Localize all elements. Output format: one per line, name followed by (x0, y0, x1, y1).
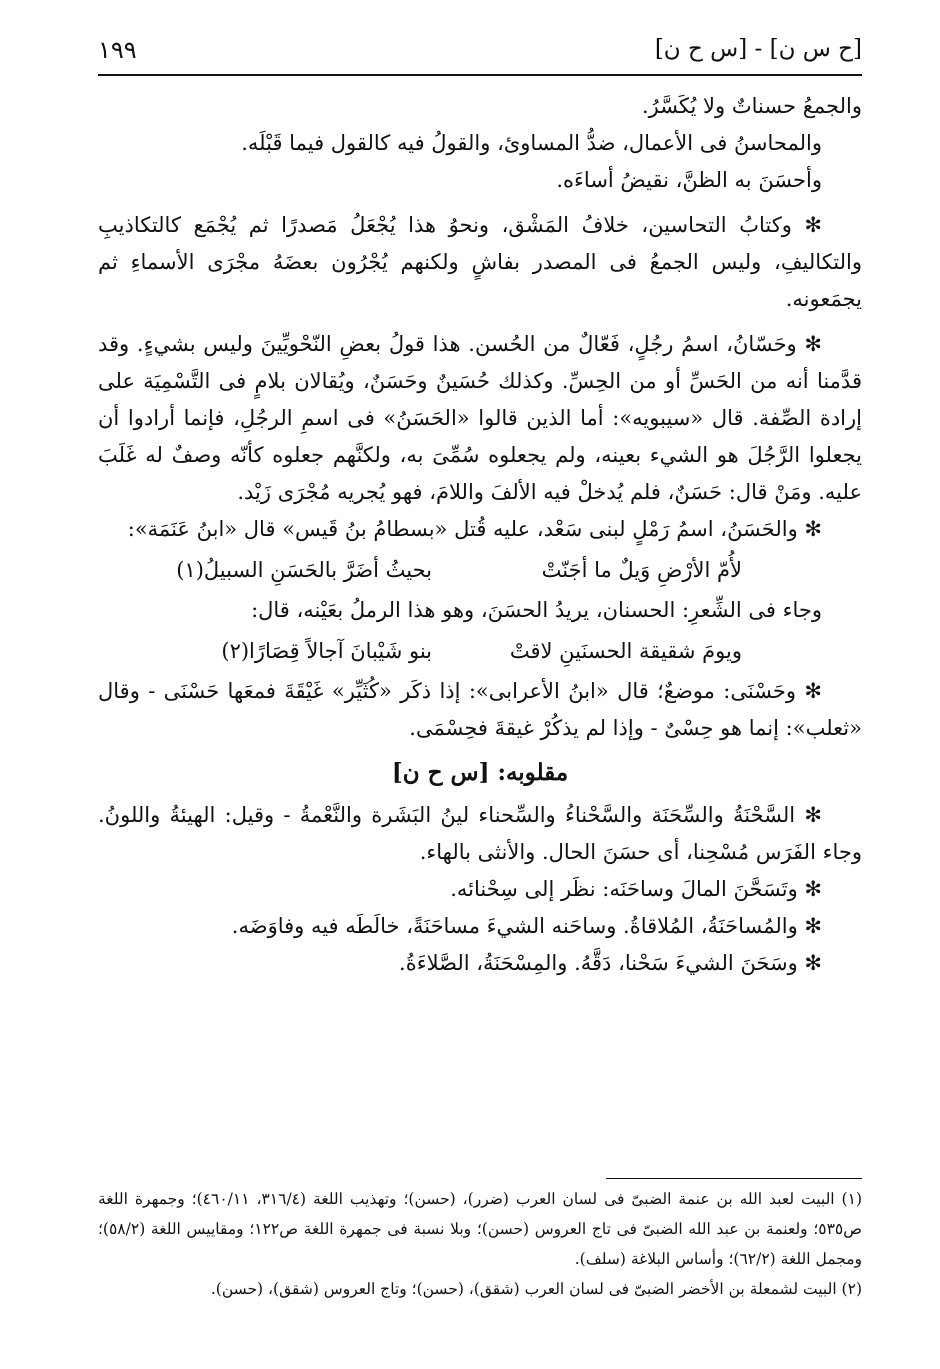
main-text (98, 88, 862, 982)
page-number: ١٩٩ (98, 36, 137, 64)
footnotes (98, 1184, 862, 1304)
root-label: [ح س ن] - [س ح ن] (654, 36, 862, 62)
section-heading: مقلوبه: [س ح ن] (391, 759, 569, 786)
header-rule (98, 74, 862, 76)
entry-paragraph: ✻ وكتابُ التحاسين، خلافُ المَشْق، ونحوُ هذا يُجْعَلُ مَصدرًا ثم يُجْمَع كالتكاذيبِ والتكاليفِ، وليس الجمعُ فى المصدر بفاشٍ ولكنهم يُجْرُون بعضَهُ مجْرَى الأسماءِ ثم يجمَعونه. (98, 213, 862, 311)
paragraph: والجمعُ حسناتٌ ولا يُكَسَّرُ. (641, 94, 862, 118)
entry-paragraph: ✻ وتَسَحَّنَ المالَ وساحَنَه: نظَر إلى سِحْنائه. (450, 877, 822, 901)
entry-paragraph: ✻ وحَسّانُ، اسمُ رجُلٍ، فَعّالٌ من الحُسن. هذا قولُ بعضِ النّحْويِّينَ وليس بشيءٍ. وقد قدَّمنا أنه من الحَسِّ أو من الحِسِّ. وكذلك حُسَينٌ وحَسَنٌ، ويُقالان بلامٍ فى التَّسْمِيَة على إرادة الصِّفة. قال «سيبويه»: أما الذين قالوا «الحَسَنُ» فى اسمِ الرجُلِ، فإنما أرادوا أن يجعلوا الرَّجُلَ هو الشيء بعينه، ولم يجعلوه سُمِّىَ به، ولكنَّهم جعلوه كأنّه وصفٌ له غَلَبَ عليه. ومَنْ قال: حَسَنٌ، فلم يُدخلْ فيه الألفَ واللامَ، فهو يُجريه مُجْرَى زَيْد. (98, 332, 862, 504)
verse-hemistich-second: بحيثُ أضَرَّ بالحَسَنِ السبيلُ(١) (176, 558, 432, 582)
footnote: (١) البيت لعبد الله بن عنمة الضبىّ فى لسان العرب (ضرر)، (حسن)؛ وتهذيب اللغة (٣١٦/٤، ٤٦٠/١١)؛ وجمهرة اللغة ص٥٣٥؛ ولعنمة بن عبد الله الضبىّ فى تاج العروس (حسن)؛ وبلا نسبة فى جمهرة اللغة ص١٢٢؛ ومقاييس اللغة (٥٨/٢)؛ ومجمل اللغة (٦٢/٢)؛ وأساس البلاغة (سلف). (98, 1190, 863, 1268)
verse-line (98, 548, 862, 592)
entry-paragraph: ✻ وسَحَنَ الشيءَ سَحْنا، دَقَّهُ. والمِسْحَنَةُ، الصَّلاءَةُ. (399, 951, 822, 975)
footnote: (٢) البيت لشمعلة بن الأخضر الضبىّ فى لسان العرب (شقق)، (حسن)؛ وتاج العروس (شقق)، (حسن). (210, 1280, 862, 1298)
entry-paragraph: ✻ السَّحْنَةُ والسِّحَنَة والسَّحْناءُ والسِّحناء لينُ البَشَرة والنَّعْمةُ - وقيل: الهيئةُ واللونُ. وجاء الفَرَس مُسْحِنا، أى حسَنَ الحال. والأنثى بالهاء. (98, 803, 862, 864)
entry-paragraph: ✻ والمُساحَنَةُ، المُلاقاةُ. وساحَنه الشيءَ مساحَنَةً، خالَطَه فيه وفاوَضَه. (231, 914, 822, 938)
footnote-rule (606, 1178, 862, 1179)
entry-paragraph: ✻ والحَسَنُ، اسمُ رَمْلٍ لبنى سَعْد، عليه قُتل «بسطامُ بنُ قَيس» قال «ابنُ عَنَمَة»: (127, 517, 822, 541)
verse-hemistich-second: بنو شَيْبانَ آجالاً قِصَارًا(٢) (221, 639, 432, 663)
verse-hemistich-first: ويومَ شقيقة الحسنَينِ لاقتْ (509, 639, 742, 663)
paragraph: وأحسَنَ به الظنَّ، نقيضُ أساءَه. (556, 168, 822, 192)
page-header (98, 36, 862, 70)
verse-line (98, 629, 862, 673)
paragraph: والمحاسنُ فى الأعمال، ضدُّ المساوئ، والقولُ فيه كالقول فيما قَبْلَه. (241, 131, 822, 155)
verse-hemistich-first: لأُمّ الأرْضِ وَيلٌ ما أجَنّتْ (541, 558, 742, 582)
paragraph: وجاء فى الشِّعرِ: الحسنان، يريدُ الحسَنَ، وهو هذا الرملُ بعَيْنه، قال: (251, 598, 822, 622)
entry-paragraph: ✻ وحَسْنَى: موضعٌ؛ قال «ابنُ الأعرابى»: إذا ذكَر «كُثَيِّر» غَيْقَةَ فمعَها حَسْنَى - وقال «ثعلب»: إنما هو حِسْىٌ - وإذا لم يذكُرْ غيقةَ فحِسْمَى. (98, 679, 862, 740)
